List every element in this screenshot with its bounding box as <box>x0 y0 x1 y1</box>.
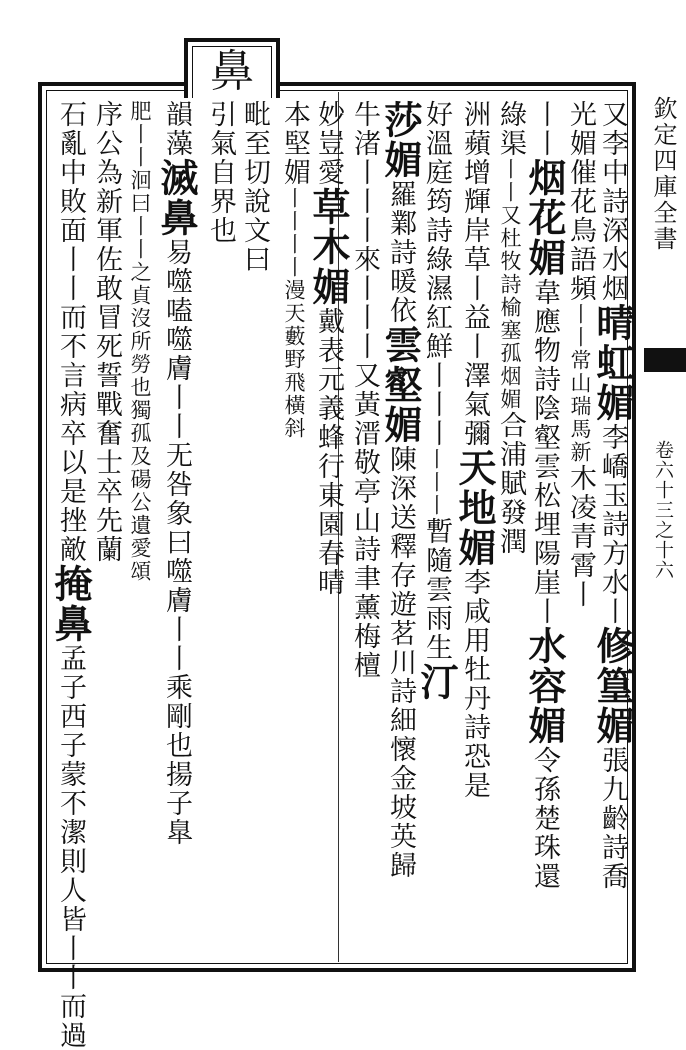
body-text: 本堅媚 <box>279 100 310 187</box>
body-text: 易噬嗑噬膚丨丨无咎象曰噬膚丨丨乘剛也揚子臯 <box>161 238 192 847</box>
text-column <box>278 100 310 440</box>
body-text: 李嶠玉詩方水丨 <box>597 423 628 626</box>
body-text: 光媚催花鳥語頻 <box>565 100 596 303</box>
body-text: 好溫庭筠詩綠濕紅鮮丨丨丨 <box>421 100 452 448</box>
book-title: 欽定四庫全書 <box>649 96 677 252</box>
text-column <box>414 100 459 702</box>
body-text: 木凌青霄丨 <box>565 464 596 609</box>
body-text: 陳深送釋存遊茗川詩細懷金坡英歸 <box>385 445 416 880</box>
body-text: 令孫楚珠還 <box>529 746 560 891</box>
entry-heading: 修篁媚 <box>590 626 635 746</box>
fishtail-mark <box>644 348 686 372</box>
small-annotation: 丨丨又杜牧詩榆塞孤烟媚 <box>498 158 522 411</box>
entry-heading: 晴虹媚 <box>590 303 635 423</box>
text-column <box>452 100 497 800</box>
body-text: 來丨丨丨又黃溍敬亭山詩聿薰梅檀 <box>349 245 380 680</box>
entry-heading: 莎媚 <box>378 100 423 180</box>
body-text: 妙豈愛 <box>313 100 344 187</box>
body-text: 合浦賦發潤 <box>495 411 526 556</box>
body-text: 韋應物詩陰壑雲松埋陽崖丨 <box>529 278 560 626</box>
body-text: 羅鄴詩暖依 <box>385 180 416 325</box>
entry-heading: 烟花媚 <box>522 158 567 278</box>
body-text: 綠渠 <box>495 100 526 158</box>
body-text: 洲蘋增輝岸草丨益丨澤氣彌 <box>459 100 490 448</box>
entry-heading: 掩鼻 <box>48 564 93 644</box>
entry-heading: 天地媚 <box>452 448 497 568</box>
small-annotation: 丨丨丨丨漫天藪野飛橫斜 <box>282 187 306 440</box>
body-text: 牛渚丨丨丨 <box>349 100 380 245</box>
text-column <box>348 100 380 680</box>
entry-heading: 汀 <box>414 662 459 702</box>
text-column <box>90 100 122 564</box>
body-text: 又李中詩深水烟 <box>597 100 628 303</box>
body-text: 暫隨雲雨生 <box>421 517 452 662</box>
text-column <box>522 100 567 891</box>
section-heading-char: 鼻 <box>210 46 254 97</box>
text-column <box>204 100 236 245</box>
small-annotation: 丨丨丨 <box>424 448 448 517</box>
entry-heading: 草木媚 <box>306 187 351 307</box>
body-text: 引氣自界也 <box>205 100 236 245</box>
text-column <box>154 100 199 847</box>
body-text: 韻藻 <box>161 100 192 158</box>
entry-heading: 滅鼻 <box>154 158 199 238</box>
text-column <box>590 100 635 891</box>
text-column <box>124 100 156 583</box>
body-text: 石亂中敗面丨丨而不言病卒以是挫敵 <box>55 100 86 564</box>
text-column <box>238 100 270 274</box>
body-text: 張九齡詩喬 <box>597 746 628 891</box>
body-text: 毗至切說文曰 <box>239 100 270 274</box>
volume-label: 卷六十三之十六 <box>652 440 674 580</box>
text-column <box>306 100 351 597</box>
body-text: 序公為新軍佐敢冒死誓戰奮士卒先蘭 <box>91 100 122 564</box>
entry-heading: 水容媚 <box>522 626 567 746</box>
text-column <box>48 100 93 1050</box>
entry-heading: 雲壑媚 <box>378 325 423 445</box>
body-text: 孟子西子蒙不潔則人皆丨丨而過 <box>55 644 86 1050</box>
body-text: 李咸用牡丹詩恐是 <box>459 568 490 800</box>
text-column <box>494 100 526 556</box>
small-annotation: 丨丨常山瑞馬新 <box>568 303 592 464</box>
body-text: 戴表元義蜂行東園春晴 <box>313 307 344 597</box>
text-column <box>378 100 423 880</box>
small-annotation: 肥丨丨洄曰丨丨之貞沒所勞也獨孤及碭公遺愛頌 <box>128 100 152 583</box>
body-text: 丨丨 <box>529 100 560 158</box>
text-column <box>564 100 596 609</box>
